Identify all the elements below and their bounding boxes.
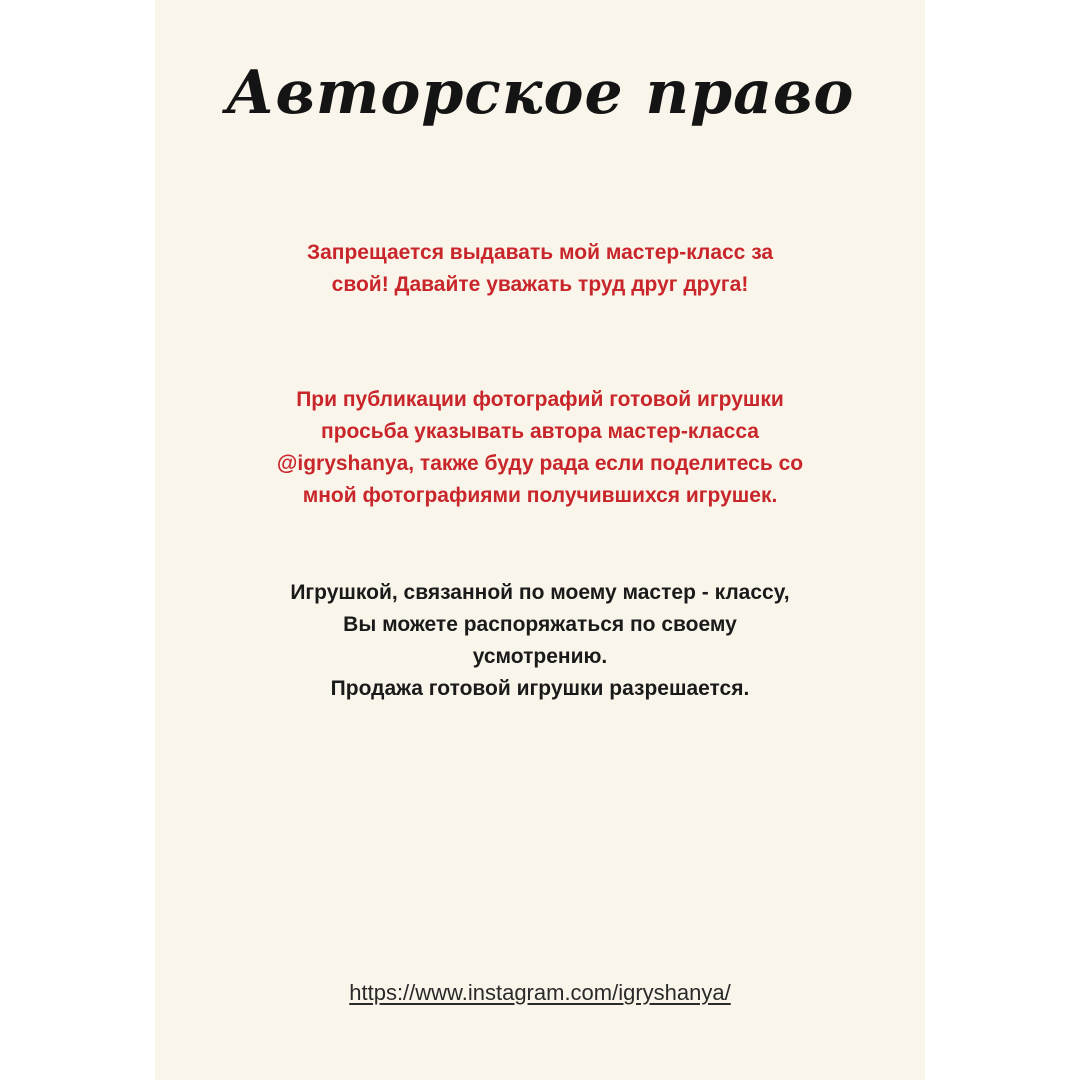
page-title: Авторское право [225,58,855,128]
paragraph-line: Продажа готовой игрушки разрешается. [330,677,750,700]
document-page [155,0,925,1080]
paragraph-line: усмотрению. [472,645,608,668]
paragraph-line: просьба указывать автора мастер-класса [321,420,759,443]
instagram-link[interactable]: https://www.instagram.com/igryshanya/ [349,980,731,1005]
paragraph-line: @igryshanya, также буду рада если поделитесь со [276,452,804,475]
copyright-warning-paragraph [155,237,925,301]
attribution-request-paragraph [155,384,925,512]
paragraph-line: При публикации фотографий готовой игрушки [296,388,784,411]
paragraph-line: свой! Давайте уважать труд друг друга! [331,273,749,296]
paragraph-line: мной фотографиями получившихся игрушек. [302,484,778,507]
paragraph-line: Запрещается выдавать мой мастер-класс за [306,241,774,264]
paragraph-line: Вы можете распоряжаться по своему [343,613,737,636]
paragraph-line: Игрушкой, связанной по моему мастер - классу, [290,581,790,604]
usage-permission-paragraph [155,577,925,705]
